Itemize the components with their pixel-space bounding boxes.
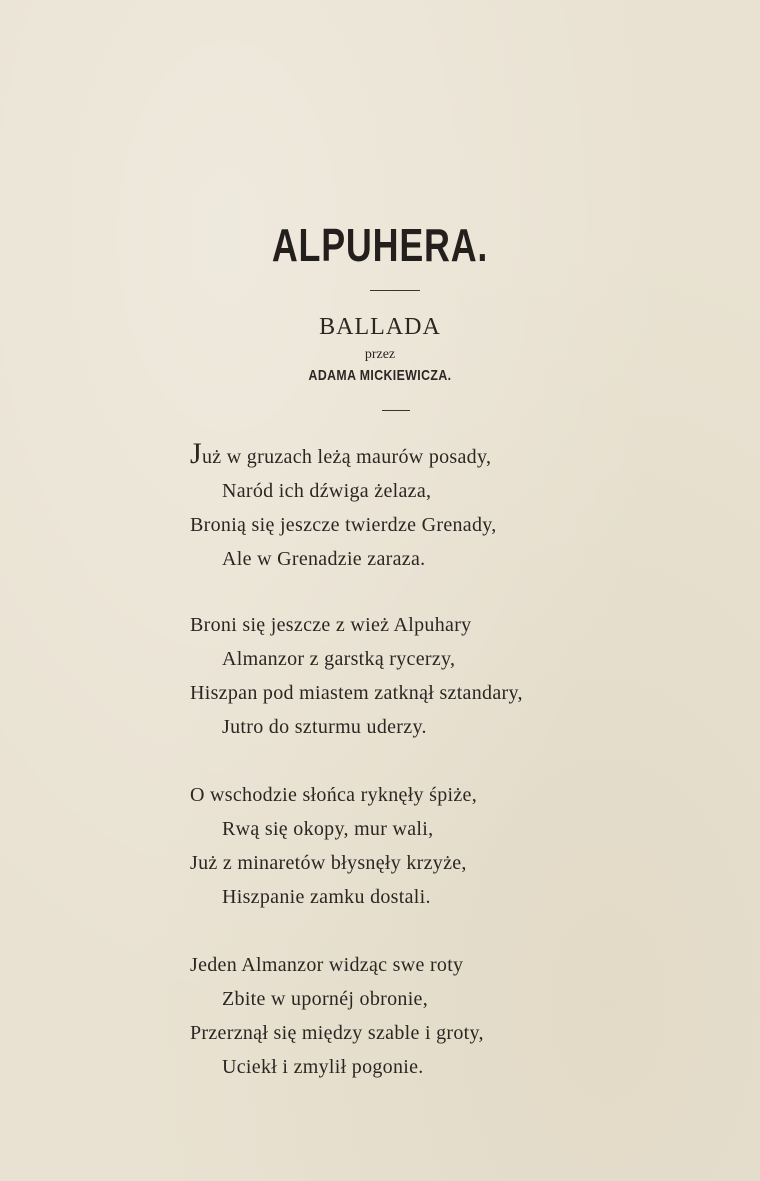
stanza-line: Zbite w upornéj obronie, [222, 988, 429, 1010]
author-rule [382, 410, 410, 411]
stanza-4 [190, 948, 710, 1084]
stanza-line: Rwą się okopy, mur wali, [222, 818, 434, 840]
stanza-2 [190, 608, 710, 744]
stanza-line: Almanzor z garstką rycerzy, [222, 648, 456, 670]
stanza-line: Ale w Grenadzie zaraza. [222, 548, 426, 570]
stanza-1 [190, 437, 710, 576]
stanza-line: Jeden Almanzor widząc swe roty [190, 954, 464, 976]
stanza-line: Przerznął się między szable i groty, [190, 1022, 484, 1044]
stanza-line: O wschodzie słońca ryknęły śpiże, [190, 784, 478, 806]
drop-cap: J [190, 437, 202, 470]
stanza-line: Uciekł i zmylił pogonie. [222, 1056, 424, 1078]
stanza-line: Jutro do szturmu uderzy. [222, 716, 427, 738]
stanza-line: Bronią się jeszcze twierdze Grenady, [190, 514, 497, 536]
stanza-line-text: uż w gruzach leżą maurów posady, [201, 446, 492, 468]
author-name: ADAMA MICKIEWICZA. [308, 367, 452, 384]
stanza-line: Hiszpanie zamku dostali. [222, 886, 431, 908]
poem-title: ALPUHERA. [271, 219, 489, 271]
byline: przez [364, 347, 396, 362]
stanza-line: Broni się jeszcze z wież Alpuhary [190, 614, 472, 636]
stanza-3 [190, 778, 710, 914]
title-rule [370, 290, 420, 291]
poem-subtitle: BALLADA [319, 314, 441, 340]
stanza-line: Już z minaretów błysnęły krzyże, [190, 852, 467, 874]
stanza-line: Hiszpan pod miastem zatknął sztandary, [190, 682, 523, 704]
stanza-line [190, 437, 710, 474]
stanza-line: Naród ich dźwiga żelaza, [222, 480, 432, 502]
